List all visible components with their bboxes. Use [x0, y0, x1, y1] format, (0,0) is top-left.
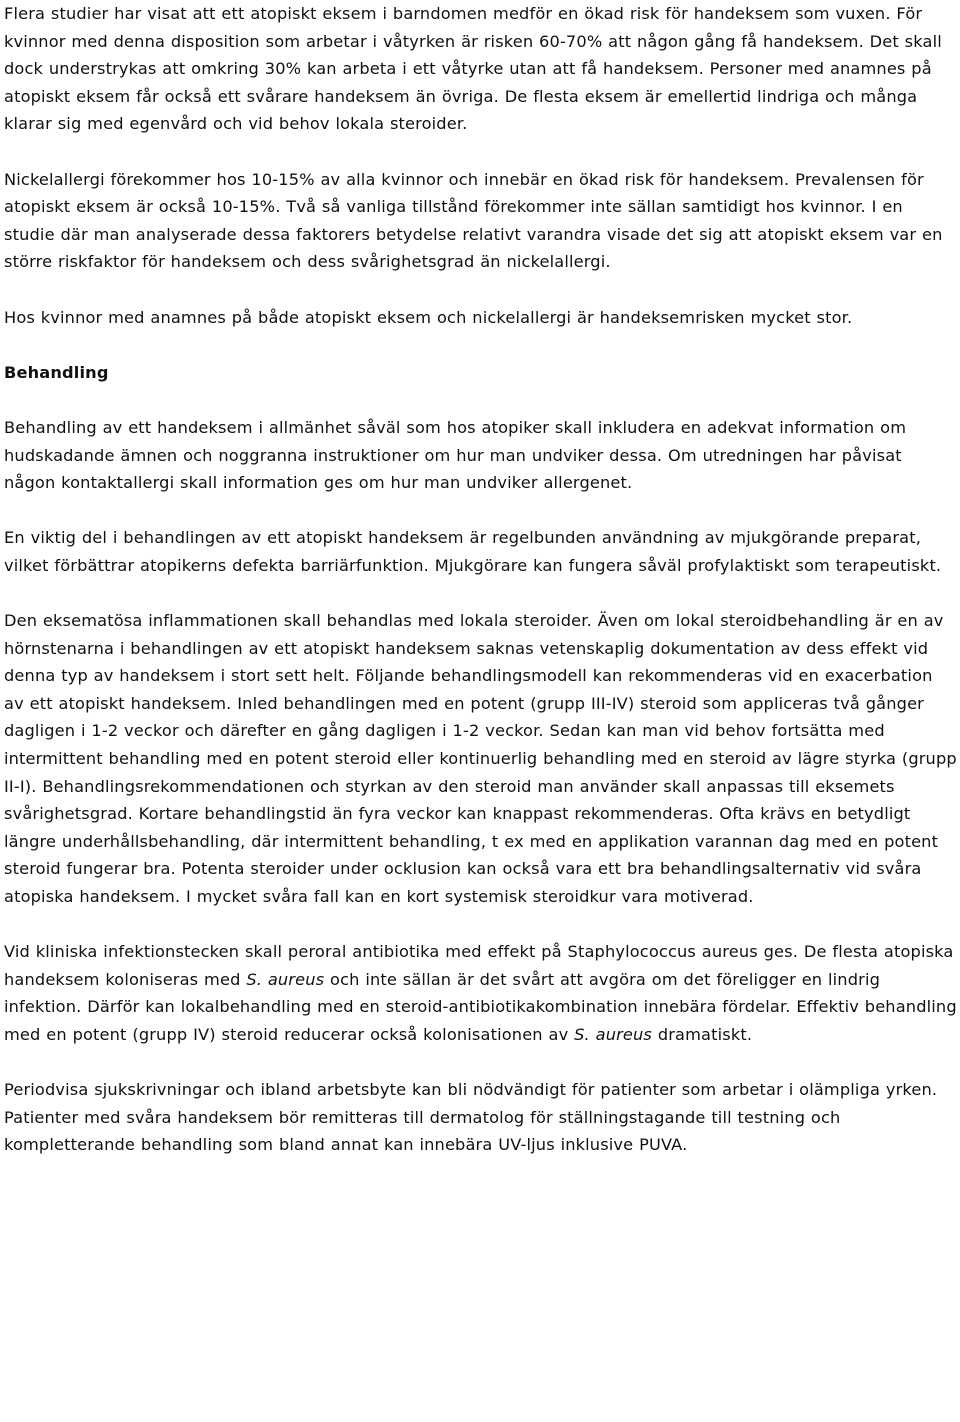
text-segment: Vid kliniska infektionstecken skall peroral antibiotika med effekt på Staphylococcus aureus ges. De flesta atopiska handeksem koloniseras med — [4, 942, 954, 989]
paragraph-treatment-information: Behandling av ett handeksem i allmänhet såväl som hos atopiker skall inkludera en adekvat information om hudskadande ämnen och noggranna instruktioner om hur man undviker dessa. Om utredningen har påvisat någon kontaktallergi skall information ges om hur man undviker allergenet. — [4, 417, 907, 493]
paragraph-combined-risk: Hos kvinnor med anamnes på både atopiskt eksem och nickelallergi är handeksemrisken mycket stor. — [4, 307, 853, 327]
paragraph-nickel-allergy: Nickelallergi förekommer hos 10-15% av alla kvinnor och innebär en ökad risk för handeksem. Prevalensen för atopiskt eksem är också 10-15%. Två så vanliga tillstånd förekommer inte sällan samtidigt hos kvinnor. I en studie där man analyserade dessa faktorers betydelse relativt varandra visade det sig att atopiskt eksem var en större riskfaktor för handeksem och dess svårighetsgrad än nickelallergi. — [4, 169, 943, 272]
paragraph-steroid-treatment: Den eksematösa inflammationen skall behandlas med lokala steroider. Även om lokal steroidbehandling är en av hörnstenarna i behandlingen av ett atopiskt handeksem saknas vetenskaplig dokumentation av dess effekt vid denna typ av handeksem i stort sett helt. Följande behandlingsmodell kan rekommenderas vid en exacerbation av ett atopiskt handeksem. Inled behandlingen med en potent (grupp III-IV) steroid som appliceras två gånger dagligen i 1-2 veckor och därefter en gång dagligen i 1-2 veckor. Sedan kan man vid behov fortsätta med intermittent behandling med en potent steroid eller kontinuerlig behandling med en steroid av lägre styrka (grupp II-I). Behandlingsrekommendationen och styrkan av den steroid man använder skall anpassas till eksemets svårighetsgrad. Kortare behandlingstid än fyra veckor kan knappast rekommenderas. Ofta krävs en betydligt längre underhållsbehandling, där intermittent behandling, t ex med en applikation varannan dag med en potent steroid fungerar bra. Potenta steroider under ocklusion kan också vara ett bra behandlingsalternativ vid svåra atopiska handeksem. I mycket svåra fall kan en kort systemisk steroidkur vara motiverad. — [4, 611, 957, 906]
text-segment: dramatiskt. — [657, 1024, 753, 1044]
paragraph-infection-treatment — [4, 938, 958, 1048]
italic-species-name: S. aureus — [246, 969, 325, 989]
paragraph-emollients: En viktig del i behandlingen av ett atopiskt handeksem är regelbunden användning av mjukgörande preparat, vilket förbättrar atopikerns defekta barriärfunktion. Mjukgörare kan fungera såväl profylaktiskt som terapeutiskt. — [4, 528, 942, 575]
italic-species-name: S. aureus — [574, 1024, 653, 1044]
paragraph-sick-leave: Periodvisa sjukskrivningar och ibland arbetsbyte kan bli nödvändigt för patienter som arbetar i olämpliga yrken. Patienter med svåra handeksem bör remitteras till dermatolog för ställningstagande till testning och kompletterande behandling som bland annat kan innebära UV-ljus inklusive PUVA. — [4, 1080, 938, 1155]
paragraph-atopic-eczema-risk: Flera studier har visat att ett atopiskt eksem i barndomen medför en ökad risk för handeksem som vuxen. För kvinnor med denna disposition som arbetar i våtyrken är risken 60-70% att någon gång få handeksem. Det skall dock understrykas att omkring 30% kan arbeta i ett våtyrke utan att få handeksem. Personer med anamnes på atopiskt eksem får också ett svårare handeksem än övriga. De flesta eksem är emellertid lindriga och många klarar sig med egenvård och vid behov lokala steroider. — [4, 4, 942, 134]
document-body — [4, 0, 958, 1187]
text-segment: och inte sällan är det svårt att avgöra om det föreligger en lindrig infektion. Därför kan lokalbehandling med en steroid-antibiotikakombination innebära fördelar. Effektiv behandling med en potent (grupp IV) steroid reducerar också kolonisationen av — [4, 969, 957, 1044]
section-heading-behandling: Behandling — [4, 362, 109, 382]
